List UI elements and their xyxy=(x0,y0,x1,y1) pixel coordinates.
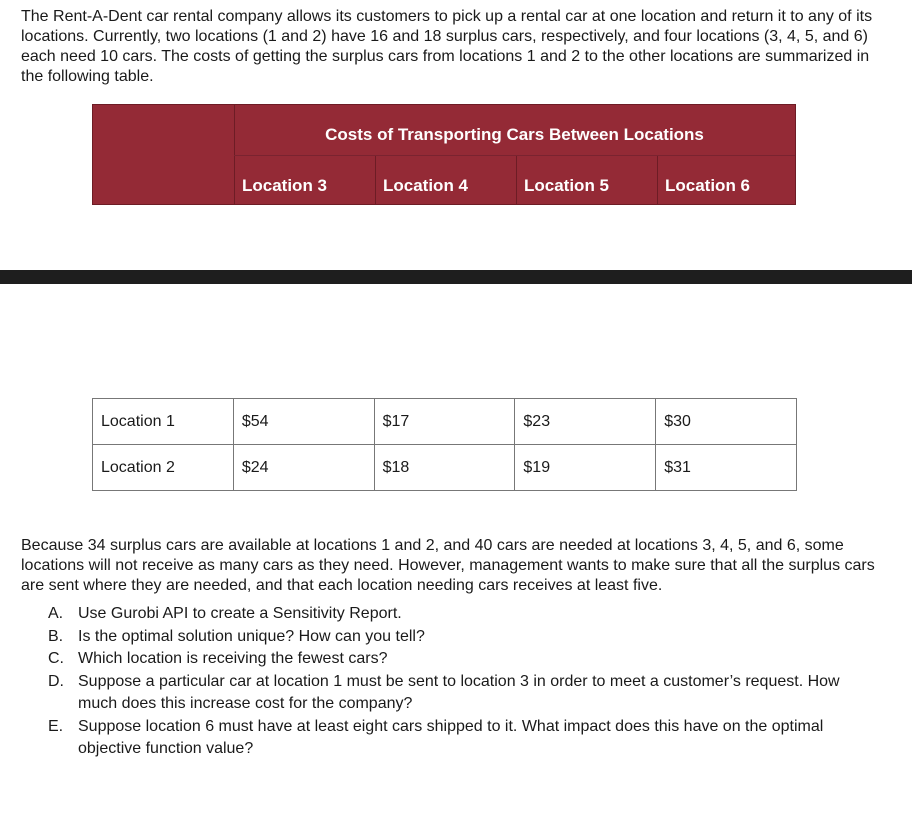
cost-cell: $31 xyxy=(656,445,797,491)
cost-cell: $19 xyxy=(515,445,656,491)
column-header-location-5: Location 5 xyxy=(524,176,610,195)
cost-cell: $54 xyxy=(233,399,374,445)
cost-cell: $18 xyxy=(374,445,515,491)
list-item xyxy=(48,626,868,649)
question-letter: D. xyxy=(48,672,64,690)
table-header xyxy=(92,104,796,205)
column-header-location-4: Location 4 xyxy=(383,176,469,195)
cost-cell: $23 xyxy=(515,399,656,445)
list-item xyxy=(48,671,868,716)
column-header-location-3: Location 3 xyxy=(242,176,328,195)
table-title: Costs of Transporting Cars Between Locations xyxy=(325,125,704,144)
question-text: Is the optimal solution unique? How can you tell? xyxy=(78,627,425,645)
question-letter: B. xyxy=(48,627,64,645)
header-divider xyxy=(516,155,517,204)
header-divider xyxy=(234,155,795,156)
question-letter: C. xyxy=(48,650,64,667)
row-label-location-2: Location 2 xyxy=(93,445,234,491)
row-label-location-1: Location 1 xyxy=(93,399,234,445)
list-item xyxy=(48,716,868,761)
question-letter: A. xyxy=(48,605,64,622)
table-row xyxy=(93,399,797,445)
header-divider xyxy=(657,155,658,204)
cost-cell: $30 xyxy=(656,399,797,445)
divider-bar xyxy=(0,270,912,284)
cost-cell: $17 xyxy=(374,399,515,445)
question-letter: E. xyxy=(48,717,64,735)
header-divider xyxy=(375,155,376,204)
constraint-paragraph: Because 34 surplus cars are available at locations 1 and 2, and 40 cars are needed at locations 3, 4, 5, and 6, some locations will not receive as many cars as they need. However, management wants to make sure that all the surplus cars are sent where they are needed, and that each location needing cars receives at least five. xyxy=(21,537,875,594)
question-text: Use Gurobi API to create a Sensitivity Report. xyxy=(78,605,402,622)
cost-table xyxy=(92,398,797,491)
question-text: Suppose a particular car at location 1 must be sent to location 3 in order to meet a customer’s request. How much does this increase cost for the company? xyxy=(78,672,840,712)
list-item xyxy=(48,603,868,626)
question-text: Suppose location 6 must have at least eight cars shipped to it. What impact does this have on the optimal objective function value? xyxy=(78,717,824,757)
list-item xyxy=(48,648,868,671)
intro-paragraph: The Rent-A-Dent car rental company allows its customers to pick up a rental car at one location and return it to any of its locations. Currently, two locations (1 and 2) have 16 and 18 surplus cars, respectively, and four locations (3, 4, 5, and 6) each need 10 cars. The costs of getting the surplus cars from locations 1 and 2 to the other locations are summarized in the following table. xyxy=(21,8,873,85)
question-text: Which location is receiving the fewest cars? xyxy=(78,650,388,667)
table-row xyxy=(93,445,797,491)
cost-cell: $24 xyxy=(233,445,374,491)
column-header-location-6: Location 6 xyxy=(665,176,751,195)
question-list xyxy=(48,603,868,761)
